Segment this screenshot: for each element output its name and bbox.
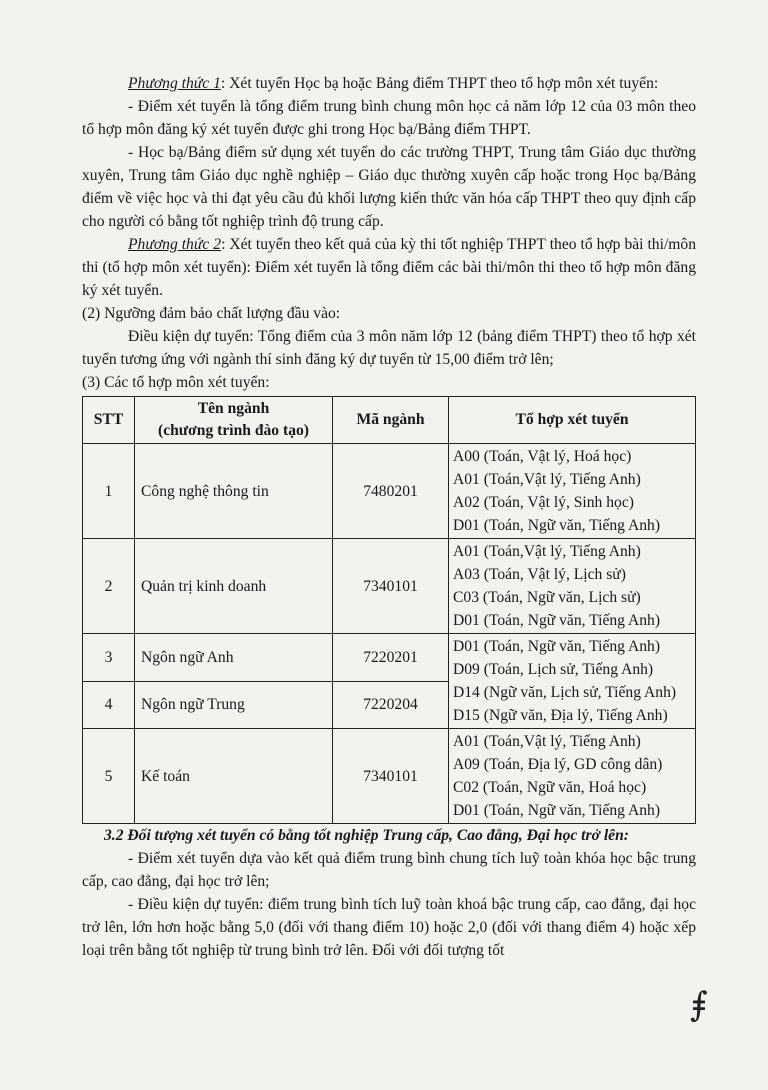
row-program-name: Công nghệ thông tin [135, 444, 333, 539]
combo-item: D15 (Ngữ văn, Địa lý, Tiếng Anh) [453, 707, 668, 724]
combos-heading: (3) Các tổ hợp môn xét tuyển: [82, 374, 270, 391]
row-combos-shared [449, 634, 696, 729]
combo-item: A00 (Toán, Vật lý, Hoá học) [453, 448, 632, 465]
combo-item: D01 (Toán, Ngữ văn, Tiếng Anh) [453, 802, 661, 819]
row-stt: 1 [83, 444, 135, 539]
table-row [83, 444, 696, 539]
row-combos [449, 539, 696, 634]
combo-item: C03 (Toán, Ngữ văn, Lịch sử) [453, 589, 641, 606]
row-program-name: Kế toán [135, 729, 333, 824]
header-program-name-line1: Tên ngành [197, 400, 270, 417]
combo-item: D01 (Toán, Ngữ văn, Tiếng Anh) [453, 638, 661, 655]
combo-item: A03 (Toán, Vật lý, Lịch sử) [453, 566, 626, 583]
degree-score-paragraph: - Điểm xét tuyển dựa vào kết quả điểm trung bình chung tích luỹ toàn khóa học bậc trung cấp, cao đẳng, đại học trở lên; [82, 850, 696, 890]
combo-item: A01 (Toán,Vật lý, Tiếng Anh) [453, 471, 641, 488]
table-row [83, 729, 696, 824]
row-program-code: 7220201 [333, 634, 449, 682]
initials-signature-mark: ⨎ [690, 987, 708, 1024]
method-1-paragraph [82, 72, 696, 95]
header-program-name [135, 397, 333, 444]
method-1-text: : Xét tuyển Học bạ hoặc Bảng điểm THPT theo tổ hợp môn xét tuyển: [220, 75, 659, 92]
transcript-source-paragraph: - Học bạ/Bảng điểm sử dụng xét tuyển do các trường THPT, Trung tâm Giáo dục thường xuyên, Trung tâm Giáo dục nghề nghiệp – Giáo dục thường xuyên cấp hoặc trong Học bạ/Bảng điểm về việc học và thi đạt yêu cầu đủ khối lượng kiến thức văn hóa cấp THPT theo quy định cấp cho người có bằng tốt nghiệp trình độ trung cấp. [82, 144, 696, 230]
row-program-name: Ngôn ngữ Anh [135, 634, 333, 682]
score-definition-paragraph: - Điểm xét tuyển là tổng điểm trung bình chung môn học cả năm lớp 12 của 03 môn theo tổ hợp môn đăng ký xét tuyển được ghi trong Học bạ/Bảng điểm THPT. [82, 98, 696, 138]
method-1-label: Phương thức 1 [128, 75, 221, 92]
eligibility-paragraph: Điều kiện dự tuyển: Tổng điểm của 3 môn năm lớp 12 (bảng điểm THPT) theo tổ hợp xét tuyển tương ứng với ngành thí sinh đăng ký dự tuyển từ 15,00 điểm trở lên; [82, 328, 696, 368]
header-combo: Tổ hợp xét tuyển [449, 397, 696, 444]
header-program-name-line2: (chương trình đào tạo) [158, 422, 309, 439]
row-combos [449, 729, 696, 824]
row-program-code: 7340101 [333, 539, 449, 634]
combo-item: D14 (Ngữ văn, Lịch sử, Tiếng Anh) [453, 684, 677, 701]
document-body [82, 72, 696, 962]
header-stt: STT [83, 397, 135, 444]
degree-eligibility-paragraph: - Điều kiện dự tuyển: điểm trung bình tích luỹ toàn khoá bậc trung cấp, cao đẳng, đại học trở lên, lớn hơn hoặc bằng 5,0 (đối với thang điểm 10) hoặc 2,0 (đối với thang điểm 4) hoặc xếp loại trên bằng tốt nghiệp từ trung bình trở lên. Đối với đối tượng tốt [82, 896, 696, 959]
combo-item: D01 (Toán, Ngữ văn, Tiếng Anh) [453, 517, 661, 534]
row-combos [449, 444, 696, 539]
header-program-code: Mã ngành [333, 397, 449, 444]
combo-item: A09 (Toán, Địa lý, GD công dân) [453, 756, 663, 773]
combo-item: A01 (Toán,Vật lý, Tiếng Anh) [453, 733, 641, 750]
table-header-row [83, 397, 696, 444]
method-2-paragraph [82, 233, 696, 302]
table-row [83, 634, 696, 682]
row-program-code: 7340101 [333, 729, 449, 824]
combo-item: D09 (Toán, Lịch sử, Tiếng Anh) [453, 661, 654, 678]
method-2-text: : Xét tuyển theo kết quả của kỳ thi tốt nghiệp THPT theo tổ hợp bài thi/môn thi (tổ hợp môn xét tuyển): Điểm xét tuyển là tổng điểm các bài thi/môn thi theo tổ hợp môn đăng ký xét tuyển. [82, 236, 696, 299]
row-stt: 3 [83, 634, 135, 682]
combo-item: C02 (Toán, Ngữ văn, Hoá học) [453, 779, 647, 796]
combo-item: A02 (Toán, Vật lý, Sinh học) [453, 494, 634, 511]
admission-combos-table [82, 396, 696, 824]
row-program-name: Ngôn ngữ Trung [135, 681, 333, 729]
row-program-code: 7480201 [333, 444, 449, 539]
row-stt: 4 [83, 681, 135, 729]
combo-item: A01 (Toán,Vật lý, Tiếng Anh) [453, 543, 641, 560]
row-program-code: 7220204 [333, 681, 449, 729]
row-stt: 2 [83, 539, 135, 634]
row-stt: 5 [83, 729, 135, 824]
table-row [83, 539, 696, 634]
row-program-name: Quản trị kinh doanh [135, 539, 333, 634]
method-2-label: Phương thức 2 [128, 236, 222, 253]
section-3-2-heading: 3.2 Đối tượng xét tuyển có bằng tốt nghiệp Trung cấp, Cao đẳng, Đại học trở lên: [104, 827, 629, 844]
quality-threshold-heading: (2) Ngưỡng đảm bảo chất lượng đầu vào: [82, 305, 341, 322]
combo-item: D01 (Toán, Ngữ văn, Tiếng Anh) [453, 612, 661, 629]
